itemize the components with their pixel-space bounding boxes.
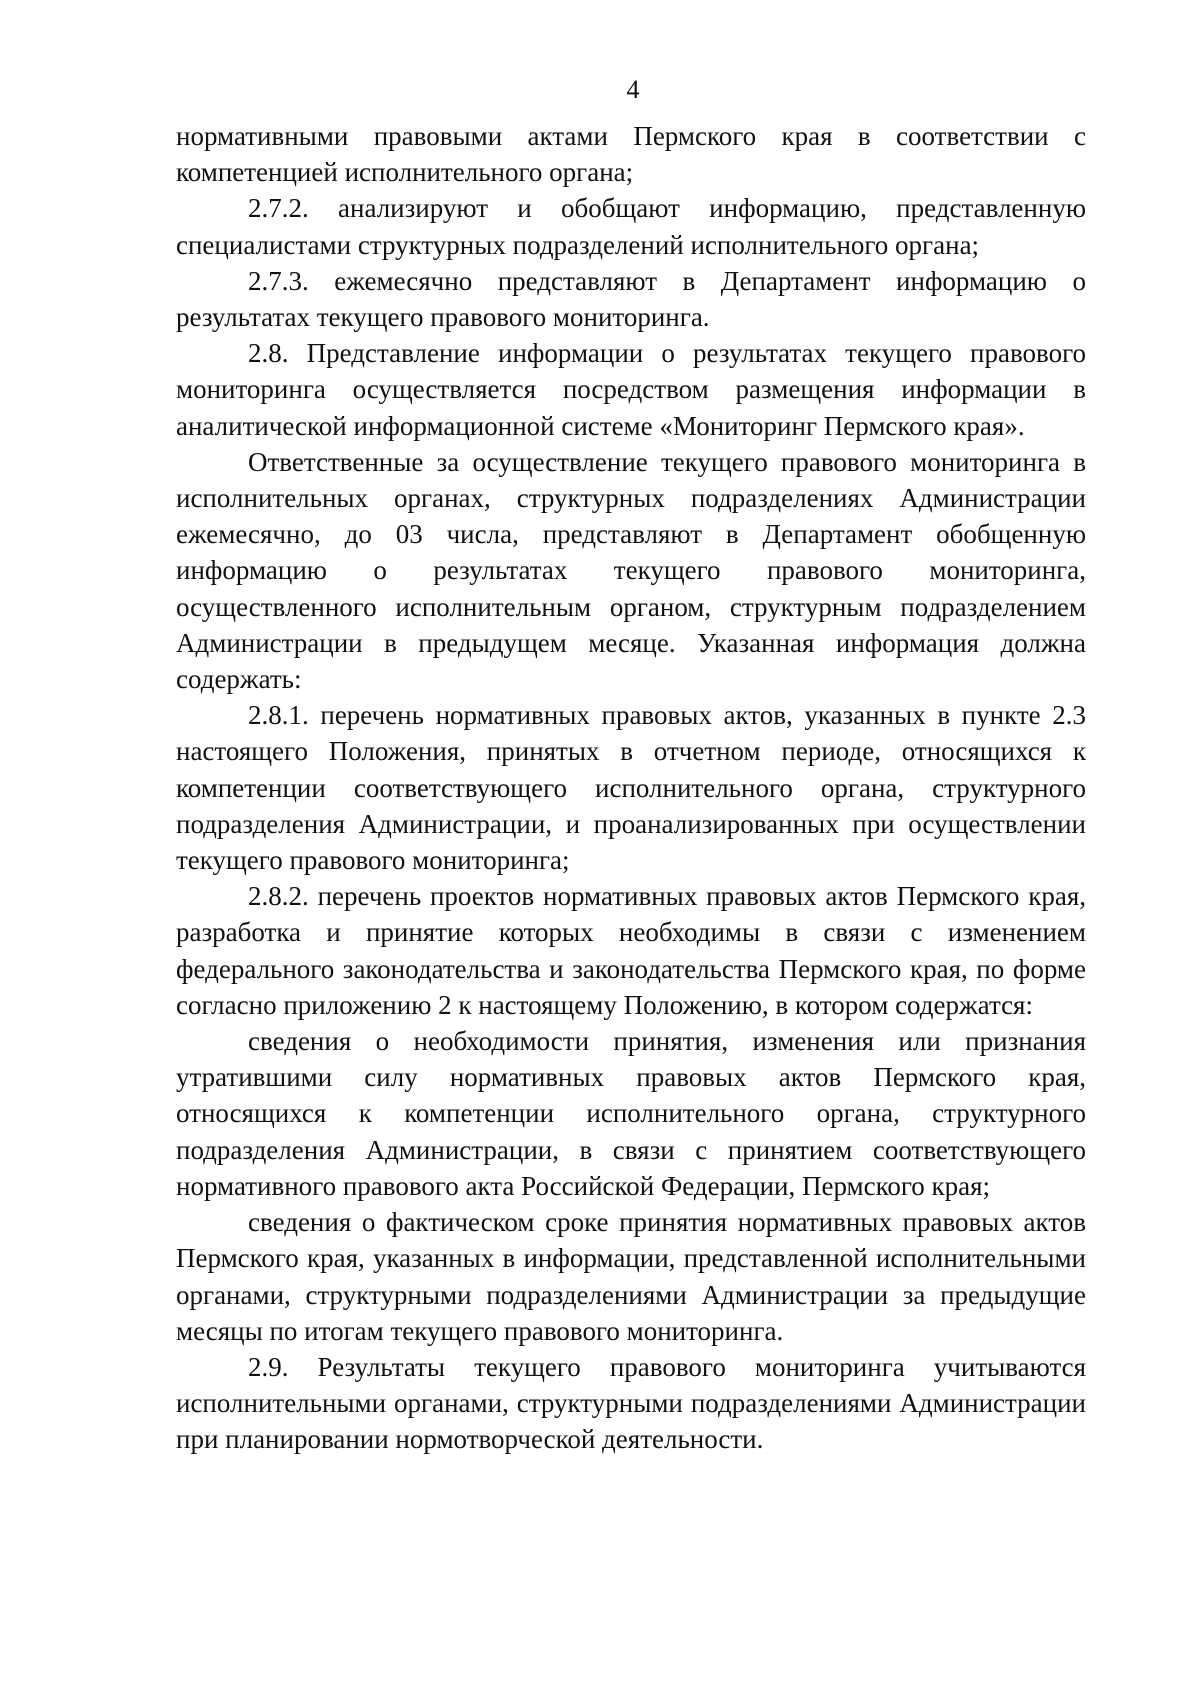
paragraph-info-actual-date: сведения о фактическом сроке принятия нормативных правовых актов Пермского края, указанных в информации, представленной исполнительными органами, структурными подразделениями Администрации за предыдущие месяцы по итогам текущего правового мониторинга. — [176, 1207, 1086, 1346]
paragraph-2-7-3: 2.7.3. ежемесячно представляют в Департамент информацию о результатах текущего правового мониторинга. — [176, 265, 1086, 333]
paragraph-2-8-2: 2.8.2. перечень проектов нормативных правовых актов Пермского края, разработка и принятие которых необходимы в связи с изменением федерального законодательства и законодательства Пермского края, по форме согласно приложению 2 к настоящему Положению, в котором содержатся: — [176, 881, 1086, 1020]
paragraph-2-8: 2.8. Представление информации о результатах текущего правового мониторинга осуществляется посредством размещения информации в аналитической информационной системе «Мониторинг Пермского края». — [176, 338, 1086, 441]
paragraph-2-7-2: 2.7.2. анализируют и обобщают информацию, представленную специалистами структурных подразделений исполнительного органа; — [176, 193, 1086, 260]
page-number: 4 — [626, 75, 640, 104]
paragraph-responsible-persons: Ответственные за осуществление текущего правового мониторинга в исполнительных органах, структурных подразделениях Администрации ежемесячно, до 03 числа, представляют в Департамент обобщенную информацию о результатах текущего правового мониторинга, осуществленного исполнительным органом, структурным подразделением Администрации в предыдущем месяце. Указанная информация должна содержать: — [176, 446, 1086, 695]
paragraph-continuation: нормативными правовыми актами Пермского края в соответствии с компетенцией исполнительного органа; — [176, 121, 1086, 188]
paragraph-2-8-1: 2.8.1. перечень нормативных правовых актов, указанных в пункте 2.3 настоящего Положения, принятых в отчетном периоде, относящихся к компетенции соответствующего исполнительного органа, структурного подразделения Администрации, и проанализированных при осуществлении текущего правового мониторинга; — [176, 700, 1086, 876]
document-body — [176, 118, 1086, 1458]
paragraph-info-necessity: сведения о необходимости принятия, изменения или признания утратившими силу нормативных правовых актов Пермского края, относящихся к компетенции исполнительного органа, структурного подразделения Администрации, в связи с принятием соответствующего нормативного правового акта Российской Федерации, Пермского края; — [176, 1026, 1086, 1201]
paragraph-2-9: 2.9. Результаты текущего правового мониторинга учитываются исполнительными органами, структурными подразделениями Администрации при планировании нормотворческой деятельности. — [176, 1351, 1086, 1455]
